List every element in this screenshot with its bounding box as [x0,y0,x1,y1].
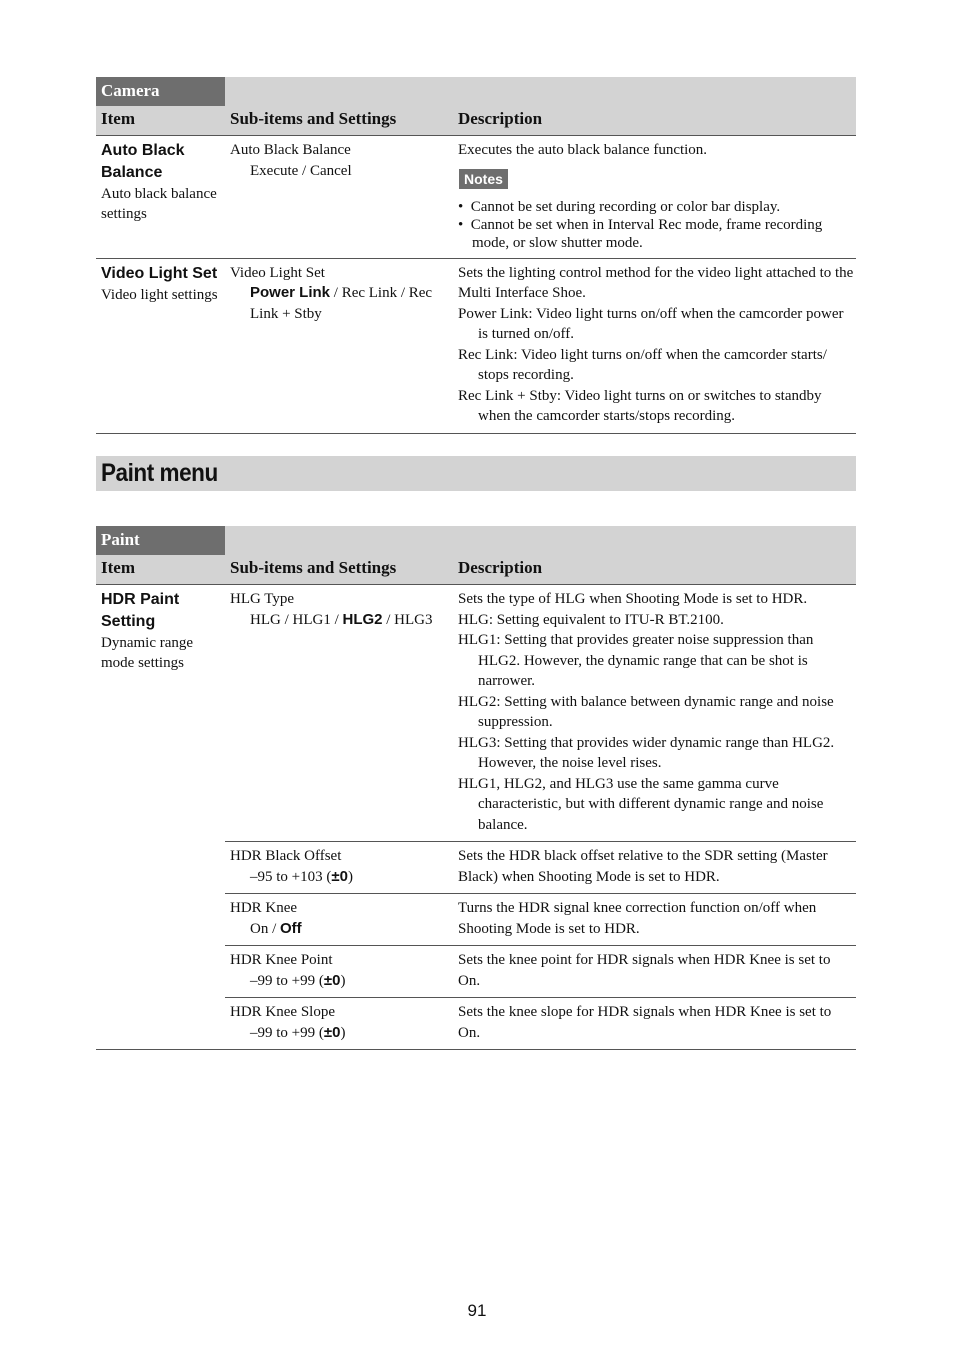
description-item: HLG2: Setting with balance between dynamic range and noise suppression. [458,693,834,730]
category-tag: Paint [96,526,225,555]
sub-item-row [225,945,856,997]
description-item: HLG1, HLG2, and HLG3 use the same gamma curve characteristic, but with different dynamic range and noise balance. [458,775,824,833]
sub-item-title: HDR Knee Slope [230,1004,335,1020]
category-tag: Camera [96,77,225,106]
page-number: 91 [467,1301,487,1320]
note-item: • Cannot be set during recording or color bar display. [458,198,781,215]
table-header [96,526,856,585]
description: Sets the knee point for HDR signals when HDR Knee is set to On. [458,952,831,989]
sub-item-title: HDR Knee [230,900,298,916]
sub-item-title: HDR Knee Point [230,952,333,968]
sub-item-row [225,585,856,841]
camera-table [96,77,856,434]
sub-item-options: Power Link / Rec Link / Rec Link + Stby [250,284,433,322]
section-title: Paint menu [101,459,218,487]
column-header-description: Description [458,558,543,577]
sub-item-options: Execute / Cancel [250,162,352,179]
item-subtitle: Video light settings [101,286,218,303]
column-header-item: Item [101,558,135,577]
sub-item-options: On / Off [250,919,302,937]
sub-item-options: HLG / HLG1 / HLG2 / HLG3 [250,610,433,628]
sub-item-range: –95 to +103 (±0) [250,867,353,885]
description-item: HLG1: Setting that provides greater noise suppression than HLG2. However, the dynamic range that can be shot is narrower. [458,632,814,689]
table-row [96,136,856,259]
note-item: • Cannot be set when in Interval Rec mode, frame recording mode, or slow shutter mode. [458,216,823,251]
paint-table [96,526,856,1050]
description-item: HLG: Setting equivalent to ITU-R BT.2100. [458,611,724,628]
description: Sets the lighting control method for the video light attached to the Multi Interface Shoe. [458,264,854,301]
sub-item-title: Auto Black Balance [230,142,351,158]
table-header [96,77,856,136]
description-item: Rec Link: Video light turns on/off when the camcorder starts/ stops recording. [458,346,827,383]
column-header-sub-items: Sub-items and Settings [230,109,397,128]
item-name: HDR Paint Setting [101,591,180,630]
sub-item-row [225,997,856,1049]
sub-item-row [225,893,856,945]
item-subtitle: Dynamic range mode settings [101,635,194,671]
description-item: Rec Link + Stby: Video light turns on or switches to standby when the camcorder starts/stops recording. [458,387,822,424]
item-subtitle: Auto black balance settings [101,186,217,222]
sub-item-title: Video Light Set [230,264,325,281]
description: Sets the type of HLG when Shooting Mode is set to HDR. [458,591,808,607]
sub-item-title: HDR Black Offset [230,848,342,864]
sub-item-range: –99 to +99 (±0) [250,1023,346,1041]
column-header-sub-items: Sub-items and Settings [230,558,397,577]
description: Sets the HDR black offset relative to the SDR setting (Master Black) when Shooting Mode is set to HDR. [458,848,828,885]
item-name: Auto Black Balance [101,142,185,181]
description-item: HLG3: Setting that provides wider dynamic range than HLG2. However, the noise level rises. [458,734,835,771]
sub-item-row [225,841,856,893]
description-item: Power Link: Video light turns on/off when the camcorder power is turned on/off. [458,305,844,342]
sub-item-range: –99 to +99 (±0) [250,971,346,989]
table-row [96,585,856,1050]
description: Executes the auto black balance function. [458,142,708,158]
column-header-item: Item [101,109,135,128]
section-heading [96,456,856,491]
item-name: Video Light Set [101,264,218,282]
description: Turns the HDR signal knee correction function on/off when Shooting Mode is set to HDR. [458,900,817,937]
sub-item-title: HLG Type [230,591,295,607]
column-header-description: Description [458,109,543,128]
description: Sets the knee slope for HDR signals when HDR Knee is set to On. [458,1004,832,1041]
notes-label: Notes [459,169,508,189]
table-row [96,259,856,434]
